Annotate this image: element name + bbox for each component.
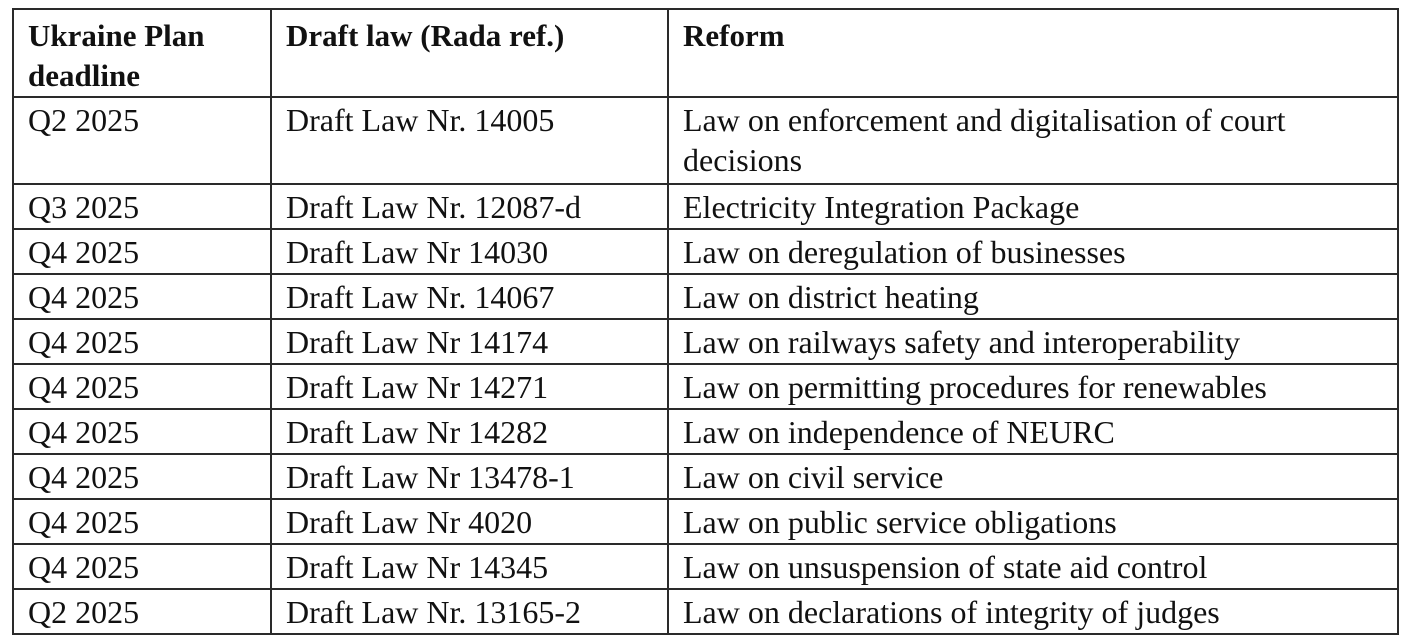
reform-cell: Law on permitting procedures for renewables (668, 364, 1398, 409)
reform-cell: Law on civil service (668, 454, 1398, 499)
table-row (13, 274, 1398, 319)
draft-law-cell: Draft Law Nr 13478-1 (271, 454, 668, 499)
reform-cell: Law on enforcement and digitalisation of court decisions (668, 97, 1398, 184)
deadline-cell: Q4 2025 (13, 229, 271, 274)
table-row (13, 319, 1398, 364)
deadline-cell: Q4 2025 (13, 454, 271, 499)
reform-cell: Electricity Integration Package (668, 184, 1398, 229)
table-row (13, 454, 1398, 499)
reform-cell: Law on railways safety and interoperability (668, 319, 1398, 364)
deadline-cell: Q3 2025 (13, 184, 271, 229)
draft-law-cell: Draft Law Nr. 14005 (271, 97, 668, 184)
deadline-cell: Q2 2025 (13, 97, 271, 184)
reform-cell: Law on declarations of integrity of judges (668, 589, 1398, 634)
reform-cell: Law on independence of NEURC (668, 409, 1398, 454)
header-deadline: Ukraine Plan deadline (13, 9, 271, 97)
table-body (13, 97, 1398, 634)
header-row (13, 9, 1398, 97)
reform-cell: Law on public service obligations (668, 499, 1398, 544)
table-header (13, 9, 1398, 97)
header-draft-law: Draft law (Rada ref.) (271, 9, 668, 97)
deadline-cell: Q4 2025 (13, 274, 271, 319)
deadline-cell: Q4 2025 (13, 544, 271, 589)
draft-law-cell: Draft Law Nr 14271 (271, 364, 668, 409)
table-row (13, 229, 1398, 274)
deadline-cell: Q4 2025 (13, 364, 271, 409)
reform-cell: Law on district heating (668, 274, 1398, 319)
deadline-cell: Q4 2025 (13, 409, 271, 454)
table-row (13, 499, 1398, 544)
draft-law-cell: Draft Law Nr. 14067 (271, 274, 668, 319)
deadline-cell: Q2 2025 (13, 589, 271, 634)
table-row (13, 589, 1398, 634)
reform-cell: Law on unsuspension of state aid control (668, 544, 1398, 589)
reform-table (12, 8, 1399, 635)
reform-cell: Law on deregulation of businesses (668, 229, 1398, 274)
table-row (13, 184, 1398, 229)
draft-law-cell: Draft Law Nr 14030 (271, 229, 668, 274)
deadline-cell: Q4 2025 (13, 499, 271, 544)
table-row (13, 409, 1398, 454)
draft-law-cell: Draft Law Nr 14282 (271, 409, 668, 454)
draft-law-cell: Draft Law Nr. 12087-d (271, 184, 668, 229)
draft-law-cell: Draft Law Nr 4020 (271, 499, 668, 544)
draft-law-cell: Draft Law Nr 14345 (271, 544, 668, 589)
table-row (13, 97, 1398, 184)
draft-law-cell: Draft Law Nr. 13165-2 (271, 589, 668, 634)
header-reform: Reform (668, 9, 1398, 97)
table-row (13, 364, 1398, 409)
table-row (13, 544, 1398, 589)
draft-law-cell: Draft Law Nr 14174 (271, 319, 668, 364)
deadline-cell: Q4 2025 (13, 319, 271, 364)
